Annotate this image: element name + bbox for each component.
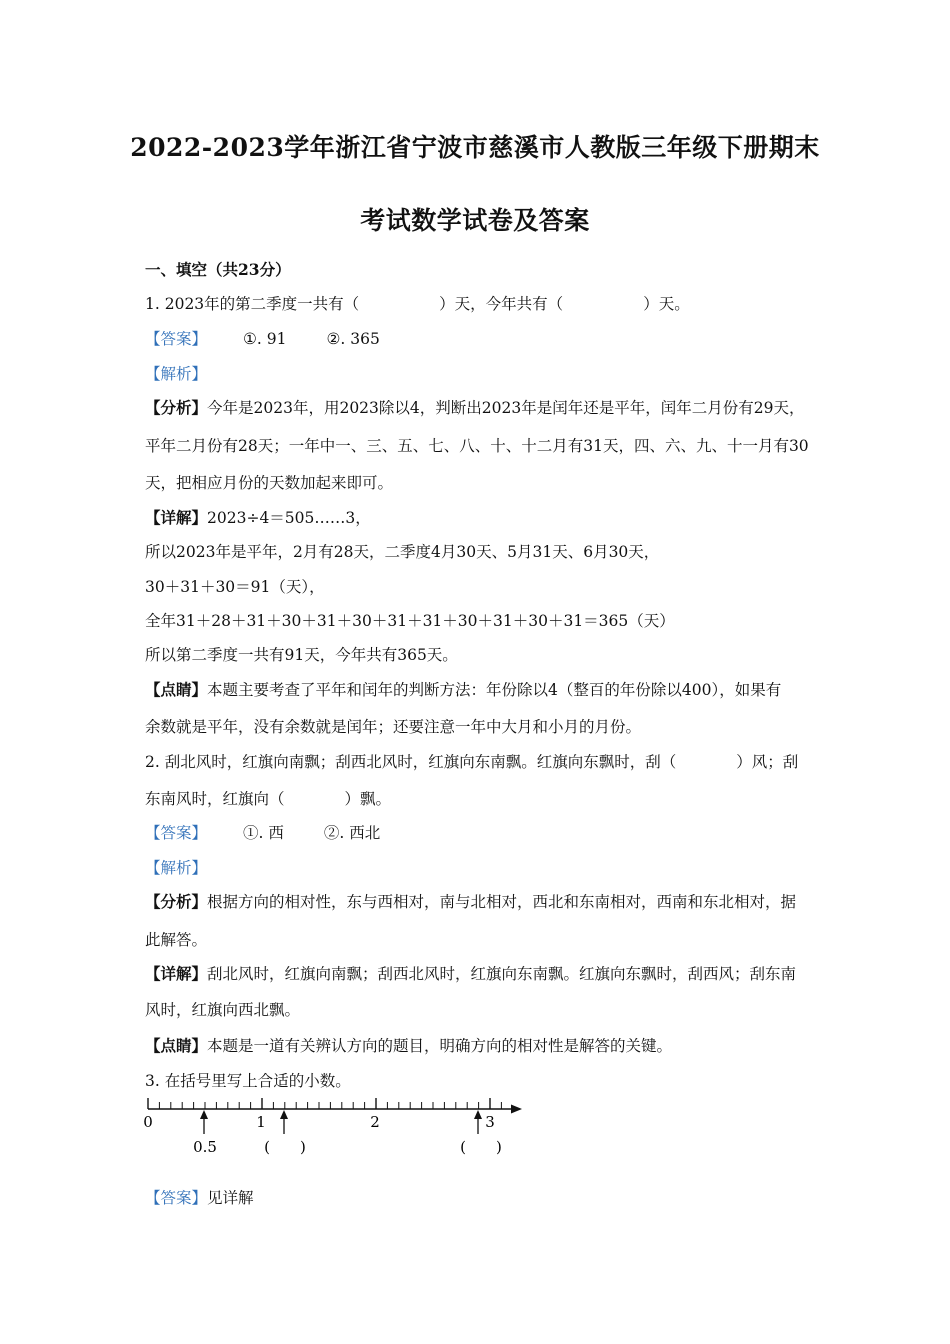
answer-text: 见详解	[207, 1189, 254, 1207]
marker-arrow-a-head	[200, 1110, 208, 1119]
document-title-line1: 2022-2023学年浙江省宁波市慈溪市人教版三年级下册期末	[130, 133, 820, 162]
q2-fenxi-line2: 此解答。	[145, 931, 208, 949]
question-2-stem	[145, 750, 798, 772]
fenxi-text: 根据方向的相对性，东与西相对，南与北相对，西北和东南相对，西南和东北相对，据	[207, 893, 797, 911]
dianjing-text: 本题主要考查了平年和闰年的判断方法：年份除以4（整百的年份除以400），如果有	[207, 681, 782, 699]
dianjing-tag: 【点睛】	[145, 680, 208, 699]
xiangjie-text: 2023÷4＝505……3，	[207, 509, 371, 527]
number-line-figure	[138, 1094, 538, 1160]
q2-fenxi-line1	[145, 890, 796, 912]
q2-xiangjie-line2: 风时，红旗向西北飘。	[145, 1001, 301, 1019]
q1-xiangjie-line3: 30＋31＋30＝91（天），	[145, 578, 325, 596]
q2-dianjing-line1	[145, 1034, 672, 1056]
tick-label-2: 2	[370, 1113, 380, 1131]
number-line-axis	[148, 1098, 501, 1109]
q1-xiangjie-line4: 全年31＋28＋31＋30＋31＋30＋31＋31＋30＋31＋30＋31＝365（天）	[145, 612, 675, 630]
tick-label-1: 1	[256, 1113, 266, 1131]
marker-blank-b: ( )	[264, 1138, 306, 1156]
analysis-tag: 【解析】	[145, 859, 208, 877]
answer-2: ②. 365	[326, 330, 380, 348]
analysis-tag: 【解析】	[145, 365, 208, 383]
fenxi-tag: 【分析】	[145, 398, 208, 417]
q2-stem-a: 2. 刮北风时，红旗向南飘；刮西北风时，红旗向东南飘。红旗向东飘时，刮（	[145, 753, 677, 771]
document-title-line2: 考试数学试卷及答案	[360, 206, 590, 235]
q1-xiangjie-line1	[145, 506, 371, 528]
q1-fenxi-line3: 天，把相应月份的天数加起来即可。	[145, 474, 394, 492]
q1-fenxi-line1	[145, 396, 804, 418]
q2-stem-b: ）风；刮	[736, 753, 799, 771]
q1-xiangjie-line2: 所以2023年是平年，2月有28天，二季度4月30天、5月31天、6月30天，	[145, 543, 660, 561]
q1-stem-c: ）天。	[643, 295, 690, 313]
xiangjie-tag: 【详解】	[145, 508, 208, 527]
marker-blank-c: ( )	[460, 1138, 502, 1156]
answer-2: ②. 西北	[323, 824, 381, 842]
question-1-answer	[145, 327, 380, 349]
fenxi-tag: 【分析】	[145, 892, 208, 911]
q2-stem-c: 东南风时，红旗向（	[145, 790, 285, 808]
section-heading: 一、填空（共23分）	[145, 260, 291, 279]
q1-dianjing-line2: 余数就是平年，没有余数就是闰年；还要注意一年中大月和小月的月份。	[145, 718, 642, 736]
answer-1: ①. 西	[243, 824, 284, 842]
marker-arrow-c-head	[474, 1110, 482, 1119]
q1-xiangjie-line5: 所以第二季度一共有91天，今年共有365天。	[145, 646, 458, 664]
tick-label-3: 3	[485, 1113, 495, 1131]
axis-arrowhead	[511, 1105, 522, 1114]
answer-1: ①. 91	[243, 330, 287, 348]
q1-stem-a: 1. 2023年的第二季度一共有（	[145, 295, 360, 313]
q2-xiangjie-line1	[145, 962, 796, 984]
dianjing-text: 本题是一道有关辨认方向的题目，明确方向的相对性是解答的关键。	[207, 1037, 673, 1055]
tick-label-0: 0	[143, 1113, 153, 1131]
answer-tag: 【答案】	[145, 1189, 208, 1207]
question-1-stem	[145, 292, 690, 314]
q1-stem-b: ）天，今年共有（	[439, 295, 564, 313]
marker-label-a: 0.5	[193, 1138, 217, 1156]
q1-dianjing-line1	[145, 678, 781, 700]
q2-stem-d: ）飘。	[344, 790, 392, 808]
question-2-answer	[145, 821, 380, 843]
answer-tag: 【答案】	[145, 330, 208, 348]
question-3-answer	[145, 1186, 254, 1208]
xiangjie-text: 刮北风时，红旗向南飘；刮西北风时，红旗向东南飘。红旗向东飘时，刮西风；刮东南	[207, 965, 797, 983]
question-2-stem-line2	[145, 787, 391, 809]
dianjing-tag: 【点睛】	[145, 1036, 208, 1055]
q1-fenxi-line2: 平年二月份有28天；一年中一、三、五、七、八、十、十二月有31天，四、六、九、十一月有30	[145, 437, 809, 455]
xiangjie-tag: 【详解】	[145, 964, 208, 983]
marker-arrow-b-head	[280, 1110, 288, 1119]
question-3-stem: 3. 在括号里写上合适的小数。	[145, 1072, 351, 1090]
answer-tag: 【答案】	[145, 824, 208, 842]
fenxi-text: 今年是2023年，用2023除以4，判断出2023年是闰年还是平年，闰年二月份有29天，	[207, 399, 805, 417]
